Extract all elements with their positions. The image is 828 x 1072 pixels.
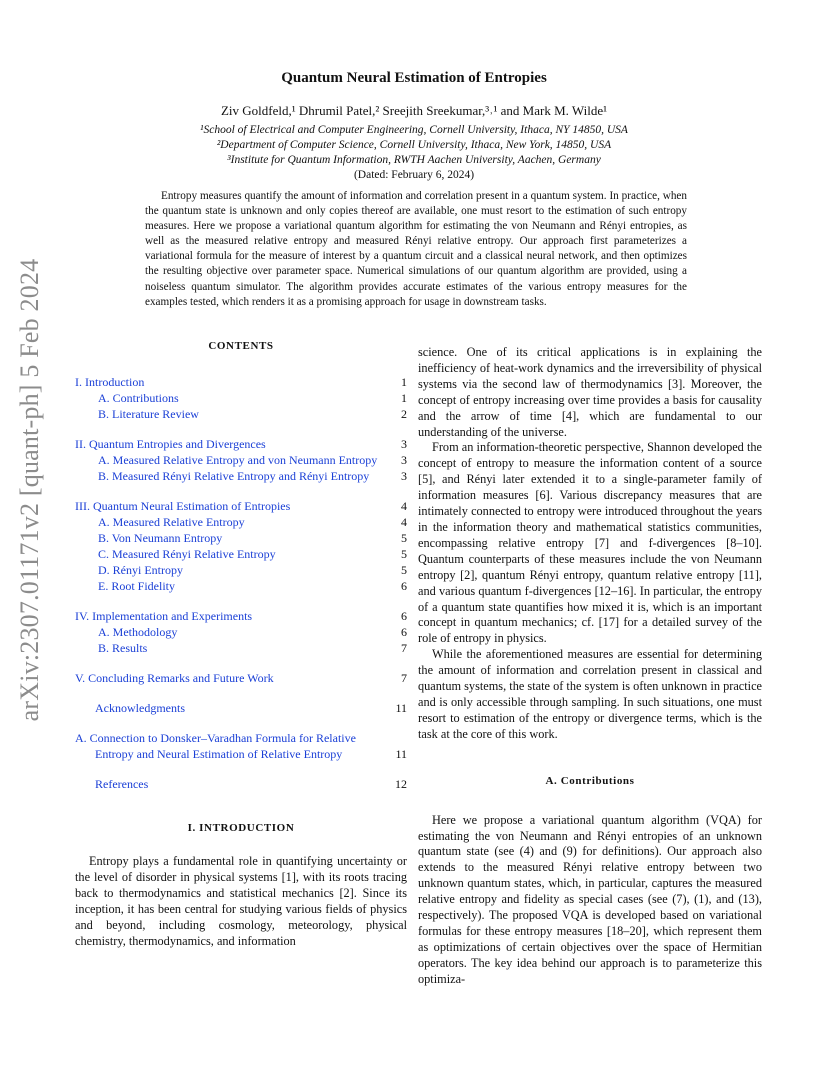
- left-column: [75, 340, 407, 949]
- toc-section-title[interactable]: I. Introduction 1: [75, 375, 407, 389]
- toc-subsection[interactable]: B. Von Neumann Entropy 5: [98, 531, 407, 545]
- table-of-contents: [75, 374, 407, 686]
- contributions-paragraph: Here we propose a variational quantum algorithm (VQA) for estimating the von Neumann and Rényi entropies of an unknown quantum state (see (4) and (9) for definitions). Our approach also extends to the measured Rényi relative entropy between two unknown quantum states, which, in particular, captures the measured relative entropy and fidelity as special cases (see (7), (1), and (13), respectively). The proposed VQA is developed based on variational formulas for these entropy measures [18–20], which represent them as optimizations of certain objectives over the space of Hermitian operators. The key idea behind our approach is to parameterize this optimiza-: [418, 812, 762, 986]
- toc-subsection[interactable]: E. Root Fidelity 6: [98, 579, 407, 593]
- right-paragraph-3: While the aforementioned measures are essential for determining the amount of information and correlation present in classical and quantum systems, the state of the system is often unknown in practice and is only accessible through sampling. In such situations, one must resort to estimation of the entropy or divergence terms, which is the task at the core of this work.: [418, 647, 762, 741]
- right-paragraph-1: science. One of its critical applications is in explaining the inefficiency of heat-work dynamics and the irreversibility of physical systems via the second law of thermodynamics [3]. Moreover, the concept of entropy increasing over time provides a basis for causality and the arrow of time [4], which are fundamental to our understanding of the universe.: [418, 345, 762, 439]
- toc-section: [75, 436, 407, 484]
- affiliation-3: ³Institute for Quantum Information, RWTH Aachen University, Aachen, Germany: [227, 154, 601, 166]
- affiliation-1: ¹School of Electrical and Computer Engineering, Cornell University, Ithaca, NY 14850, USA: [200, 124, 628, 136]
- paper-title: Quantum Neural Estimation of Entropies: [281, 70, 547, 86]
- toc-subsection[interactable]: A. Measured Relative Entropy 4: [98, 515, 407, 529]
- toc-section: [75, 498, 407, 594]
- introduction-heading: I. INTRODUCTION: [187, 822, 295, 834]
- toc-subsection[interactable]: B. Literature Review 2: [98, 407, 407, 421]
- toc-subsection[interactable]: A. Measured Relative Entropy and von Neumann Entropy 3: [98, 453, 407, 467]
- toc-section-title[interactable]: II. Quantum Entropies and Divergences 3: [75, 437, 407, 451]
- affiliation-2: ²Department of Computer Science, Cornell University, Ithaca, New York, 14850, USA: [216, 139, 612, 151]
- right-paragraph-2: From an information-theoretic perspective, Shannon developed the concept of entropy to measure the information content of a source [5], and Rényi later extended it to a single-parameter family of information measures [6]. Various discrepancy measures that are intimately connected to entropy were introduced throughout the years in the information theory and mathematical statistics communities, encompassing relative entropy [7] and f-divergences [8–10]. Quantum counterparts of these measures include the von Neumann entropy [2], quantum Rényi entropy, quantum relative entropy [11], and various quantum f-divergences [12–16]. In particular, the entropy of a quantum state quantifies how mixed it is, which is an important concept in quantum mechanics; cf. [17] for a detailed survey of the role of entropy in physics.: [418, 440, 762, 646]
- contributions-heading: A. Contributions: [545, 774, 635, 787]
- toc-section-title[interactable]: V. Concluding Remarks and Future Work 7: [75, 671, 407, 685]
- toc-subsection[interactable]: C. Measured Rényi Relative Entropy 5: [98, 547, 407, 561]
- toc-subsection[interactable]: A. Contributions 1: [98, 391, 407, 405]
- toc-subsection[interactable]: B. Measured Rényi Relative Entropy and Rényi Entropy 3: [98, 469, 407, 483]
- arxiv-identifier-stamp: arXiv:2307.01171v2 [quant-ph] 5 Feb 2024: [15, 258, 44, 722]
- contents-heading: CONTENTS: [208, 340, 274, 352]
- toc-subsection[interactable]: B. Results 7: [98, 641, 407, 655]
- author-list: Ziv Goldfeld,¹ Dhrumil Patel,² Sreejith Sreekumar,³˒¹ and Mark M. Wilde¹: [220, 103, 608, 118]
- toc-acknowledgments[interactable]: Acknowledgments 11: [95, 701, 407, 715]
- toc-section-title[interactable]: IV. Implementation and Experiments 6: [75, 609, 407, 623]
- toc-subsection[interactable]: D. Rényi Entropy 5: [98, 563, 407, 577]
- toc-section: [75, 670, 407, 686]
- toc-section-title[interactable]: III. Quantum Neural Estimation of Entropies 4: [75, 499, 407, 513]
- toc-section: [75, 374, 407, 422]
- date-line: (Dated: February 6, 2024): [353, 169, 475, 181]
- toc-subsection[interactable]: A. Methodology 6: [98, 625, 407, 639]
- toc-references[interactable]: References 12: [95, 777, 407, 791]
- abstract: Entropy measures quantify the amount of information and correlation present in a quantum system. In practice, when the quantum state is unknown and only copies thereof are available, one must resort to the estimation of such entropy measures. Here we propose a variational quantum algorithm for estimating the von Neumann and Rényi entropies, as well as the measured relative entropy and measured Rényi relative entropy. Our approach first parameterizes a variational formula for the measure of interest by a quantum circuit and a classical neural network, and then optimizes the resulting objective over parameter space. Numerical simulations of our quantum algorithm are provided, using a noiseless quantum simulator. The algorithm provides accurate estimates of the various entropy measures for the examples tested, which renders it as a promising approach for usage in downstream tasks.: [145, 190, 687, 308]
- right-column: [418, 345, 762, 988]
- introduction-paragraph-1: Entropy plays a fundamental role in quantifying uncertainty or the level of disorder in physical systems [1], with its roots tracing back to thermodynamics and statistical mechanics [2]. Since its inception, it has been central for studying various fields of physics and beyond, including cosmology, meteorology, physical chemistry, thermodynamics, and information: [75, 854, 407, 948]
- toc-appendix-a[interactable]: A. Connection to Donsker–Varadhan Formula for Relative Entropy and Neural Estimation of Relative Entropy 11: [75, 731, 407, 761]
- toc-section: [75, 608, 407, 656]
